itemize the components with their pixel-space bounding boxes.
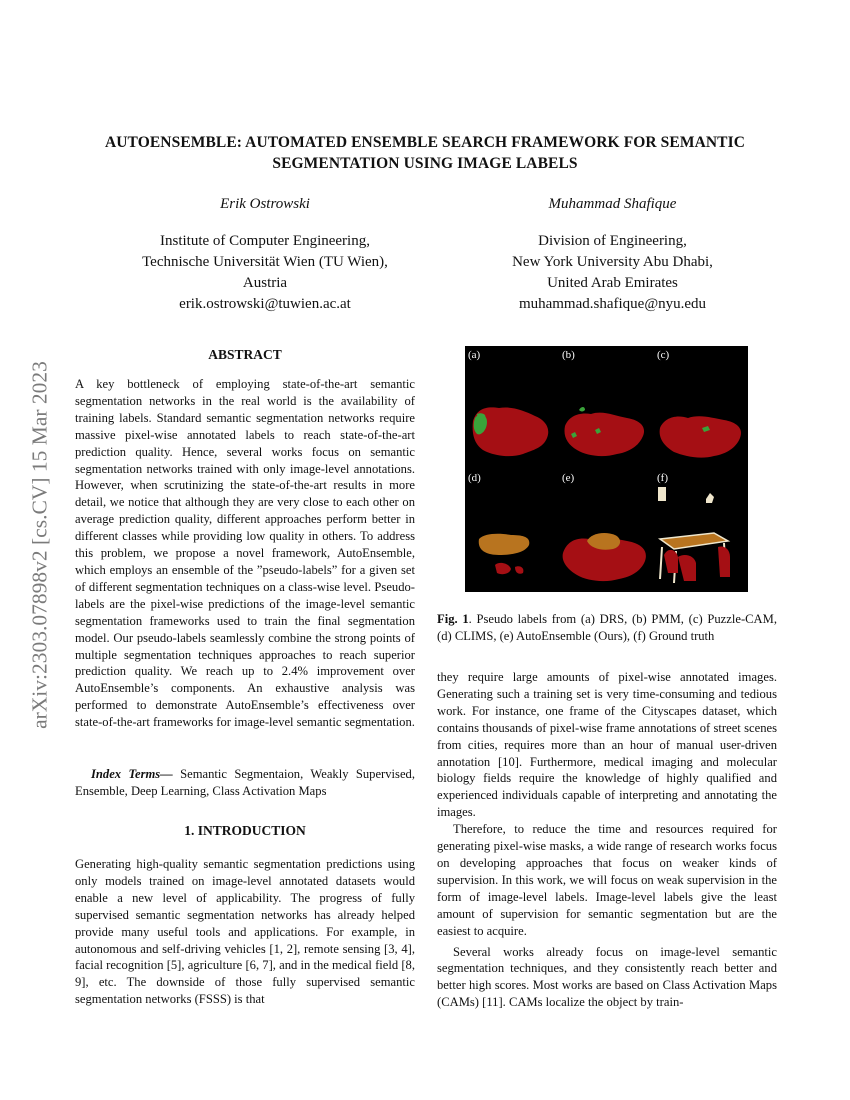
- affiliation-line: New York University Abu Dhabi,: [512, 254, 713, 270]
- index-terms-text: Semantic Segmentaion, Weakly Supervised, Ensemble, Deep Learning, Class Activation Maps: [75, 767, 415, 798]
- figure-panel-d: [465, 469, 559, 592]
- panel-label: (e): [562, 472, 575, 484]
- abstract-body: [75, 376, 415, 731]
- author-affiliation: [130, 231, 400, 315]
- panel-label: (c): [657, 349, 670, 361]
- panel-label: (f): [657, 472, 668, 484]
- right-column-body: [437, 669, 777, 1011]
- body-paragraph: Several works already focus on image-level semantic segmentation techniques, and they consistently reach better and better high scores. Most works are based on Class Activation Maps (CAMs) [11]. CAMs localize the object by train-: [437, 944, 777, 1010]
- affiliation-line: Technische Universität Wien (TU Wien),: [142, 254, 388, 270]
- panel-label: (b): [562, 349, 575, 361]
- figure-panel-e: [559, 469, 653, 592]
- segmentation-mask-image: [654, 346, 748, 469]
- segmentation-mask-image: [465, 469, 559, 592]
- index-terms: [75, 766, 415, 800]
- arxiv-identifier: arXiv:2303.07898v2 [cs.CV] 15 Mar 2023: [27, 361, 52, 729]
- index-terms-label: Index Terms—: [91, 767, 173, 781]
- figure-panel-b: [559, 346, 653, 469]
- author-name: Erik Ostrowski: [220, 196, 310, 212]
- panel-label: (a): [468, 349, 481, 361]
- author-email: erik.ostrowski@tuwien.ac.at: [179, 296, 351, 312]
- abstract-text: A key bottleneck of employing state-of-the-art semantic segmentation networks in the real world is the availability of training labels. Standard semantic segmentation networks require massive pixel-wise annotated labels to reach state-of-the-art prediction quality. Hence, several works focus on semantic segmentation networks trained with only image-level annotations. However, when scrutinizing the state-of-the-art results in more detail, we notice that although they are very close to each other on average prediction quality, different approaches perform better in different classes while providing low quality in others. To address this problem, we propose a novel framework, AutoEnsemble, which employs an ensemble of the ”pseudo-labels” for a given set of different segmentation techniques on a class-wise level. Pseudo-labels are the pixel-wise predictions of the image-level semantic segmentation frameworks used to train the final segmentation model. Our pseudo-labels seamlessly combine the strong points of multiple segmentation techniques approaches to reach superior prediction quality. We reach up to 2.4% improvement over AutoEnsemble’s components. An exhaustive analysis was performed to demonstrate AutoEnsemble’s effectiveness over state-of-the-art frameworks for image-level semantic segmentation.: [75, 377, 415, 730]
- body-paragraph: Therefore, to reduce the time and resources required for generating pixel-wise masks, a wide range of research works focus on developing approaches that focus on weaker kinds of supervision. In this work, we will focus on weak supervision in the form of image-level labels. Image-level labels give the least amount of supervision for semantic segmentation but are the easiest to acquire.: [437, 822, 777, 938]
- segmentation-mask-image: [654, 469, 748, 592]
- affiliation-line: Division of Engineering,: [538, 233, 687, 249]
- figure-pseudo-labels: [465, 346, 748, 592]
- affiliation-line: United Arab Emirates: [547, 275, 678, 291]
- author-block-2: [480, 196, 745, 315]
- body-paragraph: they require large amounts of pixel-wise annotated images. Generating such a training set is very time-consuming and tedious work. For instance, one frame of the Cityscapes dataset, which contains thousands of pixel-wise frame annotations of street scenes from cities, requires more than an hour of manual user-driven annotation [10]. Furthermore, medical imaging and molecular biology fields require the knowledge of highly qualified and experienced individuals capable of interpreting and annotating the images.: [437, 670, 777, 820]
- introduction-body: [75, 856, 415, 1008]
- arxiv-sidebar: [16, 285, 64, 805]
- figure-caption: [437, 611, 777, 645]
- figure-caption-label: Fig. 1: [437, 612, 469, 626]
- paper-title: AUTOENSEMBLE: AUTOMATED ENSEMBLE SEARCH FRAMEWORK FOR SEMANTIC SEGMENTATION USING IMAGE LABELS: [104, 134, 746, 172]
- figure-caption-text: . Pseudo labels from (a) DRS, (b) PMM, (c) Puzzle-CAM, (d) CLIMS, (e) AutoEnsemble (Ours), (f) Ground truth: [437, 612, 777, 643]
- author-block-1: [130, 196, 400, 315]
- segmentation-mask-image: [465, 346, 559, 469]
- segmentation-mask-image: [559, 469, 653, 592]
- author-name: Muhammad Shafique: [548, 196, 677, 212]
- introduction-text: Generating high-quality semantic segmentation predictions using only models trained on image-level annotated datasets would enable a new level of applicability. The progress of fully supervised semantic segmentation networks has already helped provide many useful tools and applications. For example, in autonomous and self-driving vehicles [1, 2], remote sensing [3, 4], facial recognition [5], agriculture [6, 7], and in the medical field [8, 9], etc. The downside of those fully supervised semantic segmentation networks (FSSS) is that: [75, 857, 415, 1007]
- abstract-heading: ABSTRACT: [208, 347, 282, 362]
- segmentation-mask-image: [559, 346, 653, 469]
- figure-panel-f: [654, 469, 748, 592]
- introduction-heading: 1. INTRODUCTION: [184, 823, 306, 838]
- affiliation-line: Austria: [242, 275, 288, 291]
- panel-label: (d): [468, 472, 481, 484]
- affiliation-line: Institute of Computer Engineering,: [160, 233, 370, 249]
- author-email: muhammad.shafique@nyu.edu: [518, 296, 707, 312]
- figure-panel-a: [465, 346, 559, 469]
- figure-panel-c: [654, 346, 748, 469]
- author-affiliation: [480, 231, 745, 315]
